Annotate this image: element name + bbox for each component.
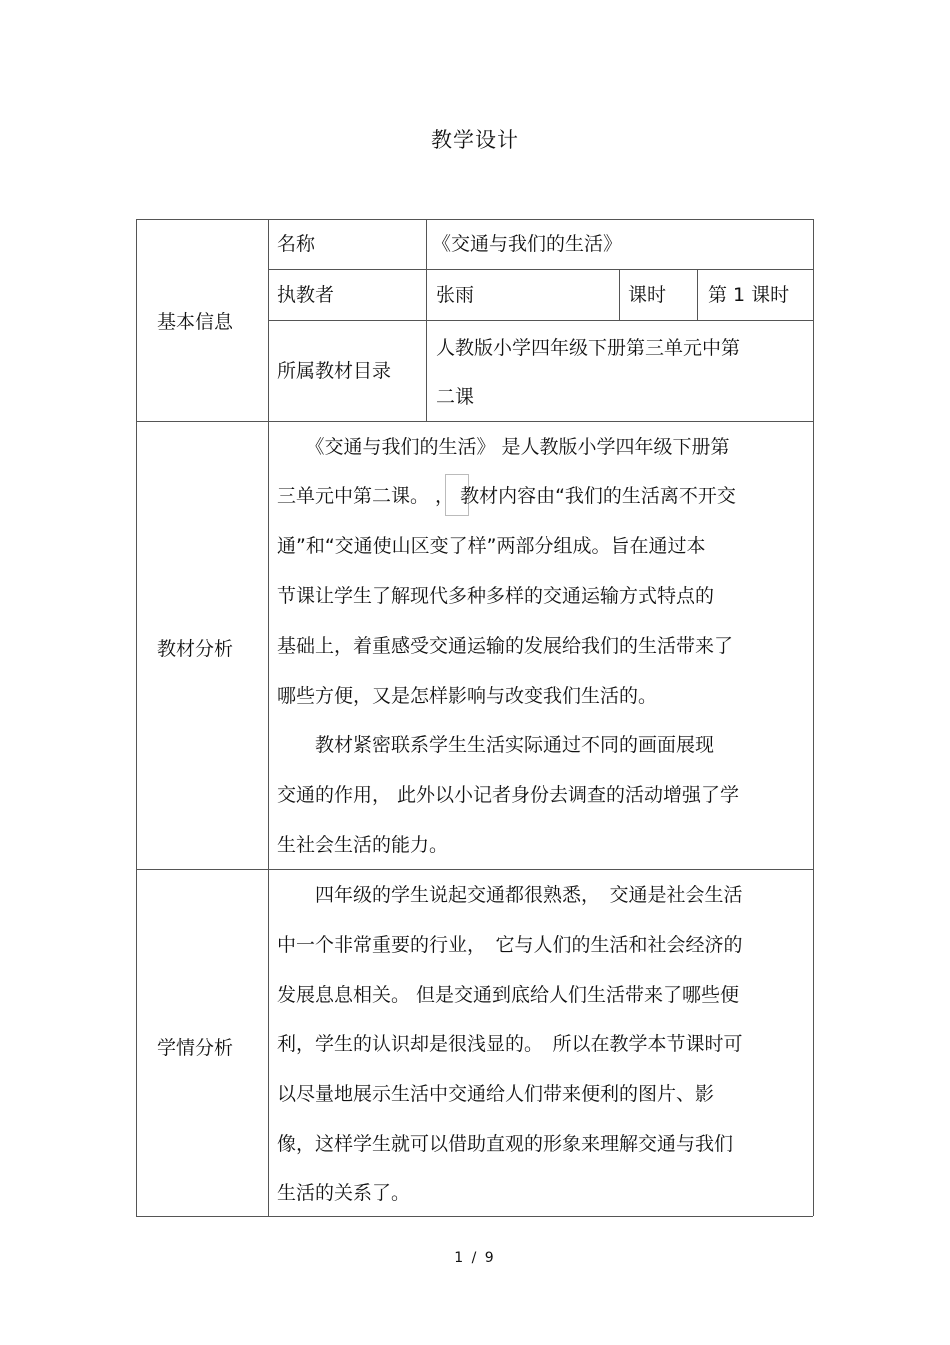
period-label: 课时 <box>628 284 667 306</box>
text-line: 基础上，着重感受交通运输的发展给我们的生活带来了 <box>277 635 734 657</box>
table-border-left <box>136 219 137 1216</box>
text-line: 发展息息相关。 但是交通到底给人们生活带来了哪些便 <box>277 984 740 1006</box>
text-line: 三单元中第二课。 ， 教材内容由“我们的生活离不开交 <box>277 485 736 507</box>
page-number: 1 / 9 <box>454 1250 496 1266</box>
section-label-textbook-analysis: 教材分析 <box>157 638 234 660</box>
text-line: 以尽量地展示生活中交通给人们带来便利的图片、影 <box>277 1083 715 1105</box>
text-line: 生活的关系了。 <box>277 1182 411 1204</box>
document-title: 教学设计 <box>431 128 519 152</box>
section-label-student-analysis: 学情分析 <box>157 1037 234 1059</box>
text-line: 四年级的学生说起交通都很熟悉， 交通是社会生活 <box>277 884 743 906</box>
column-divider <box>697 269 698 320</box>
table-border-right <box>813 219 814 1216</box>
row-divider <box>268 320 813 321</box>
column-divider <box>426 219 427 421</box>
teacher-value: 张雨 <box>436 284 475 306</box>
name-label: 名称 <box>277 233 316 255</box>
column-divider <box>268 219 269 1216</box>
period-value: 第 1 课时 <box>708 284 790 306</box>
text-line: 生社会生活的能力。 <box>277 834 449 856</box>
column-divider <box>619 269 620 320</box>
section-divider <box>136 869 813 870</box>
section-label-basic-info: 基本信息 <box>157 311 234 333</box>
text-line: 节课让学生了解现代多种多样的交通运输方式特点的 <box>277 585 715 607</box>
text-line: 交通的作用， 此外以小记者身份去调查的活动增强了学 <box>277 784 740 806</box>
name-value: 《交通与我们的生活》 <box>432 233 623 255</box>
section-divider <box>136 421 813 422</box>
text-line: 哪些方便，又是怎样影响与改变我们生活的。 <box>277 685 658 707</box>
text-line: 中一个非常重要的行业， 它与人们的生活和社会经济的 <box>277 934 743 956</box>
text-line: 利，学生的认识却是很浅显的。 所以在教学本节课时可 <box>277 1033 743 1055</box>
table-border-bottom <box>136 1216 813 1217</box>
catalog-value-line: 二课 <box>436 386 475 408</box>
catalog-value-line: 人教版小学四年级下册第三单元中第 <box>436 337 741 359</box>
teacher-label: 执教者 <box>277 284 335 306</box>
text-line: 通”和“交通使山区变了样”两部分组成。旨在通过本 <box>277 535 706 557</box>
text-line: 教材紧密联系学生生活实际通过不同的画面展现 <box>277 734 715 756</box>
catalog-label: 所属教材目录 <box>277 360 392 382</box>
text-line: 《交通与我们的生活》 是人教版小学四年级下册第 <box>277 436 730 458</box>
text-line: 像，这样学生就可以借助直观的形象来理解交通与我们 <box>277 1133 734 1155</box>
